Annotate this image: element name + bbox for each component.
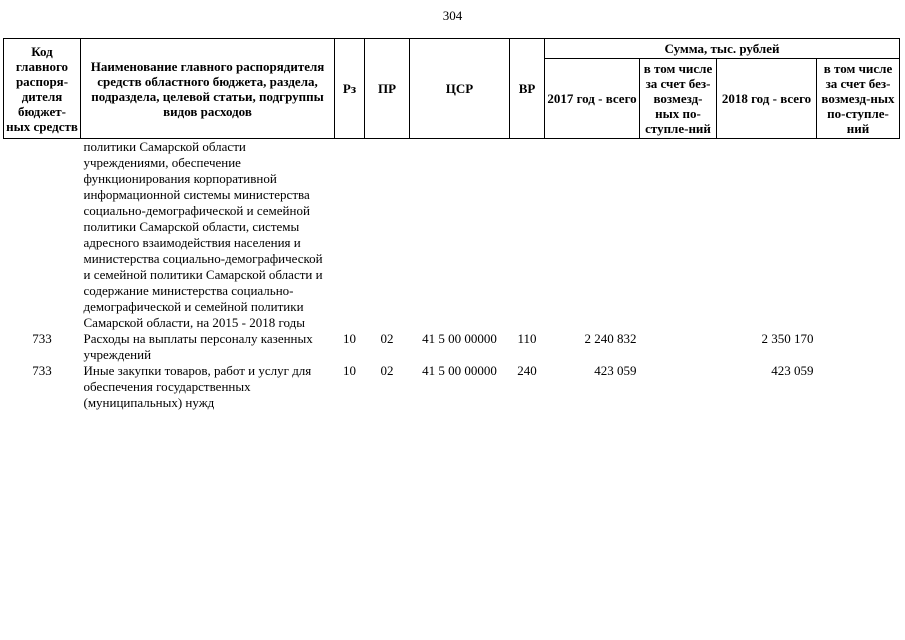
row-pr: 02 bbox=[380, 331, 394, 346]
table-header bbox=[4, 39, 900, 139]
row-2018-grants bbox=[817, 363, 900, 411]
header-2018-total: 2018 год - всего bbox=[717, 59, 817, 139]
row-csr: 41 5 00 00000 bbox=[422, 363, 497, 378]
budget-table bbox=[3, 38, 900, 411]
table-body bbox=[4, 139, 900, 412]
row-code: 733 bbox=[32, 331, 52, 346]
header-sum-group: Сумма, тыс. рублей bbox=[545, 39, 900, 59]
row-code: 733 bbox=[32, 363, 52, 378]
row-2017-total: 423 059 bbox=[594, 363, 637, 378]
row-2018-total: 2 350 170 bbox=[761, 331, 814, 346]
row-2017-grants bbox=[640, 331, 717, 363]
header-code: Код главного распоря-дителя бюджет-ных средств bbox=[4, 39, 81, 139]
row-pr: 02 bbox=[380, 363, 394, 378]
table-row bbox=[4, 363, 900, 411]
row-2018-total: 423 059 bbox=[771, 363, 814, 378]
row-rz: 10 bbox=[343, 363, 356, 378]
row-vr: 240 bbox=[517, 363, 537, 378]
header-pr: ПР bbox=[365, 39, 410, 139]
header-2018-grants: в том числе за счет без-возмезд-ных по-ступле-ний bbox=[817, 59, 900, 139]
header-rz: Рз bbox=[335, 39, 365, 139]
row-2017-grants bbox=[640, 363, 717, 411]
header-2017-grants: в том числе за счет без-возмезд-ных по-ступле-ний bbox=[640, 59, 717, 139]
row-2018-grants bbox=[817, 331, 900, 363]
continuation-text: политики Самарской области учреждениями, обеспечение функционирования корпоративной информационной системы министерства социально-демографической и семейной политики Самарской области, системы адресного взаимодействия населения и министерства социально-демографической и семейной политики Самарской области и содержание министерства социально-демографической и семейной политики Самарской области, на 2015 - 2018 годы bbox=[83, 139, 323, 330]
table-row bbox=[4, 331, 900, 363]
row-vr: 110 bbox=[517, 331, 537, 346]
row-name: Иные закупки товаров, работ и услуг для обеспечения государственных (муниципальных) нужд bbox=[83, 363, 312, 410]
header-2017-total: 2017 год - всего bbox=[545, 59, 640, 139]
row-rz: 10 bbox=[343, 331, 356, 346]
page-number: 304 bbox=[442, 8, 463, 23]
row-csr: 41 5 00 00000 bbox=[422, 331, 497, 346]
header-vr: ВР bbox=[510, 39, 545, 139]
row-2017-total: 2 240 832 bbox=[584, 331, 637, 346]
header-name: Наименование главного распорядителя средств областного бюджета, раздела, подраздела, целевой статьи, подгруппы видов расходов bbox=[81, 39, 335, 139]
continuation-row bbox=[4, 139, 900, 332]
header-csr: ЦСР bbox=[410, 39, 510, 139]
row-name: Расходы на выплаты персоналу казенных учреждений bbox=[83, 331, 313, 362]
